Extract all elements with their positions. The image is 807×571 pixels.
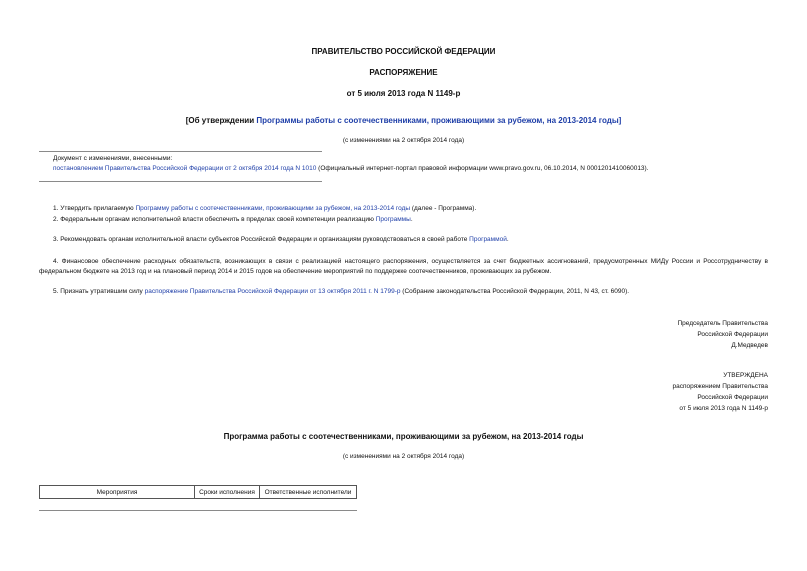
table-header-row [40,486,357,499]
item-3-text: 3. Рекомендовать органам исполнительной власти субъектов Российской Федерации и организациям руководствоваться в своей работе [53,236,470,243]
divider [39,151,322,152]
approval-line-3: Российской Федерации [697,394,768,401]
item-5 [53,288,629,295]
government-heading: ПРАВИТЕЛЬСТВО РОССИЙСКОЙ ФЕДЕРАЦИИ [311,47,496,56]
signature-block [677,318,768,351]
divider [39,510,357,511]
approval-line-2: распоряжением Правительства [672,383,768,390]
amendment-note: (с изменениями на 2 октября 2014 года) [342,137,465,144]
changes-label: Документ с изменениями, внесенными: [53,155,173,162]
divider [39,181,322,182]
approval-line-1: УТВЕРЖДЕНА [723,372,768,379]
item-5-text: 5. Признать утратившим силу [53,288,145,295]
program-table [39,485,357,499]
repealed-order-link[interactable]: распоряжение Правительства Российской Федерации от 13 октября 2011 г. N 1799-р [144,288,401,295]
changes-link[interactable]: постановлением Правительства Российской Федерации от 2 октября 2014 года N 1010 [53,165,317,172]
item-1-text: 1. Утвердить прилагаемую [53,205,136,212]
program-link[interactable]: Программу работы с соотечественниками, проживающими за рубежом, на 2013-2014 годы [135,205,411,212]
program-title: Программа работы с соотечественниками, проживающими за рубежом, на 2013-2014 годы [223,432,584,441]
item-2-text: 2. Федеральным органам исполнительной власти обеспечить в пределах своей компетенции реализацию [53,216,376,223]
doc-date-heading: от 5 июля 2013 года N 1149-р [346,89,461,98]
item-1-tail: (далее - Программа). [410,205,477,212]
table-header-cell: Сроки исполнения [195,486,260,499]
item-5-tail: (Собрание законодательства Российской Федерации, 2011, N 43, ст. 6090). [400,288,630,295]
item-4: 4. Финансовое обеспечение расходных обязательств, возникающих в связи с реализацией настоящего распоряжения, осуществляется за счет бюджетных ассигнований, предусмотренных МИДу России и Россотрудничеству в федеральном бюджете на 2013 год и на плановый период 2014 и 2015 годов на обеспечение мероприятий по поддержке соотечественников, проживающих за рубежом. [39,258,768,275]
signature-line-1: Председатель Правительства [677,320,768,327]
item-3-tail: . [506,236,509,243]
approval-block [673,370,768,414]
program-link-2[interactable]: Программы [375,216,411,223]
doc-title [0,116,807,125]
item-1 [53,205,476,212]
table-header-cell: Ответственные исполнители [260,486,357,499]
doc-title-prefix: [Об утверждении [185,116,257,125]
program-link-3[interactable]: Программой [469,236,507,243]
item-2-tail: . [410,216,413,223]
changes-source: (Официальный интернет-портал правовой информации www.pravo.gov.ru, 06.10.2014, N 0001201410060013). [316,165,649,172]
program-amendment: (с изменениями на 2 октября 2014 года) [342,453,465,460]
doc-title-link[interactable]: Программы работы с соотечественниками, проживающими за рубежом, на 2013-2014 годы] [256,116,622,125]
signature-line-2: Российской Федерации [697,331,768,338]
item-3 [53,236,509,243]
table-header-cell: Мероприятия [40,486,195,499]
signature-line-3: Д.Медведев [731,342,768,349]
doc-type-heading: РАСПОРЯЖЕНИЕ [369,68,438,77]
item-2 [53,216,413,223]
approval-line-4: от 5 июля 2013 года N 1149-р [679,405,768,412]
changes-reference [53,165,649,172]
